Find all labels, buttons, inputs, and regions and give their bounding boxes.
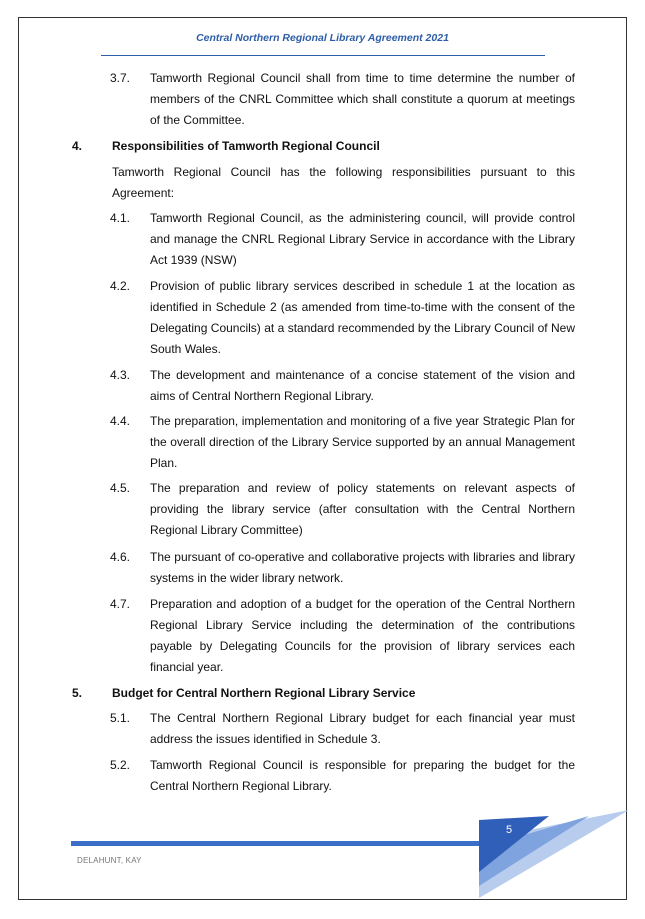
footer-author: DELAHUNT, KAY xyxy=(77,856,142,865)
page-number: 5 xyxy=(505,824,513,836)
clause-text: The development and maintenance of a concise statement of the vision and aims of Central Northern Regional Library. xyxy=(150,368,575,403)
clause-number: 5.2. xyxy=(110,758,131,772)
clause-number: 3.7. xyxy=(110,71,131,85)
header-rule xyxy=(101,55,545,56)
clause-4-2 xyxy=(110,276,575,360)
clause-text: The pursuant of co-operative and collaborative projects with libraries and library systems in the wider library network. xyxy=(150,550,575,585)
section-4-heading xyxy=(72,136,582,157)
section-5-heading xyxy=(72,683,582,704)
clause-number: 4.7. xyxy=(110,597,131,611)
clause-text: Tamworth Regional Council is responsible for preparing the budget for the Central Northern Regional Library. xyxy=(150,758,575,793)
document-page xyxy=(18,17,627,900)
clause-number: 4.3. xyxy=(110,368,131,382)
section-title: Responsibilities of Tamworth Regional Council xyxy=(112,139,380,153)
section-4-intro: Tamworth Regional Council has the following responsibilities pursuant to this Agreement: xyxy=(112,165,575,200)
clause-number: 5.1. xyxy=(110,711,131,725)
clause-number: 4.4. xyxy=(110,414,131,428)
clause-number: 4.6. xyxy=(110,550,131,564)
clause-4-4 xyxy=(110,411,575,474)
header-title: Central Northern Regional Library Agreement 2021 xyxy=(196,32,449,44)
clause-5-1 xyxy=(110,708,575,750)
clause-4-6 xyxy=(110,547,575,589)
section-title: Budget for Central Northern Regional Library Service xyxy=(112,686,416,700)
footer-bar xyxy=(71,841,491,846)
clause-4-7 xyxy=(110,594,575,678)
clause-text: The preparation, implementation and monitoring of a five year Strategic Plan for the overall direction of the Library Service supported by an annual Management Plan. xyxy=(150,414,575,470)
clause-4-5 xyxy=(110,478,575,541)
clause-number: 4.1. xyxy=(110,211,131,225)
clause-text: Preparation and adoption of a budget for the operation of the Central Northern Regional Library Service including the determination of the contributions payable by Delegating Councils for the provision of library services each financial year. xyxy=(150,597,575,674)
clause-text: Tamworth Regional Council, as the administering council, will provide control and manage the CNRL Regional Library Service in accordance with the Library Act 1939 (NSW) xyxy=(150,211,575,267)
section-number: 4. xyxy=(72,139,83,153)
clause-text: The preparation and review of policy statements on relevant aspects of providing the library service (after consultation with the Central Northern Regional Library Committee) xyxy=(150,481,575,537)
clause-5-2 xyxy=(110,755,575,797)
clause-text: Tamworth Regional Council shall from time to time determine the number of members of the CNRL Committee which shall constitute a quorum at meetings of the Committee. xyxy=(150,71,575,127)
section-number: 5. xyxy=(72,686,83,700)
clause-4-3 xyxy=(110,365,575,407)
clause-text: Provision of public library services described in schedule 1 at the location as identified in Schedule 2 (as amended from time-to-time with the consent of the Delegating Councils) at a standard recommended by the Library Council of New South Wales. xyxy=(150,279,575,356)
clause-text: The Central Northern Regional Library budget for each financial year must address the issues identified in Schedule 3. xyxy=(150,711,575,746)
clause-4-1 xyxy=(110,208,575,271)
clause-number: 4.2. xyxy=(110,279,131,293)
clause-3-7 xyxy=(110,68,575,131)
clause-number: 4.5. xyxy=(110,481,131,495)
